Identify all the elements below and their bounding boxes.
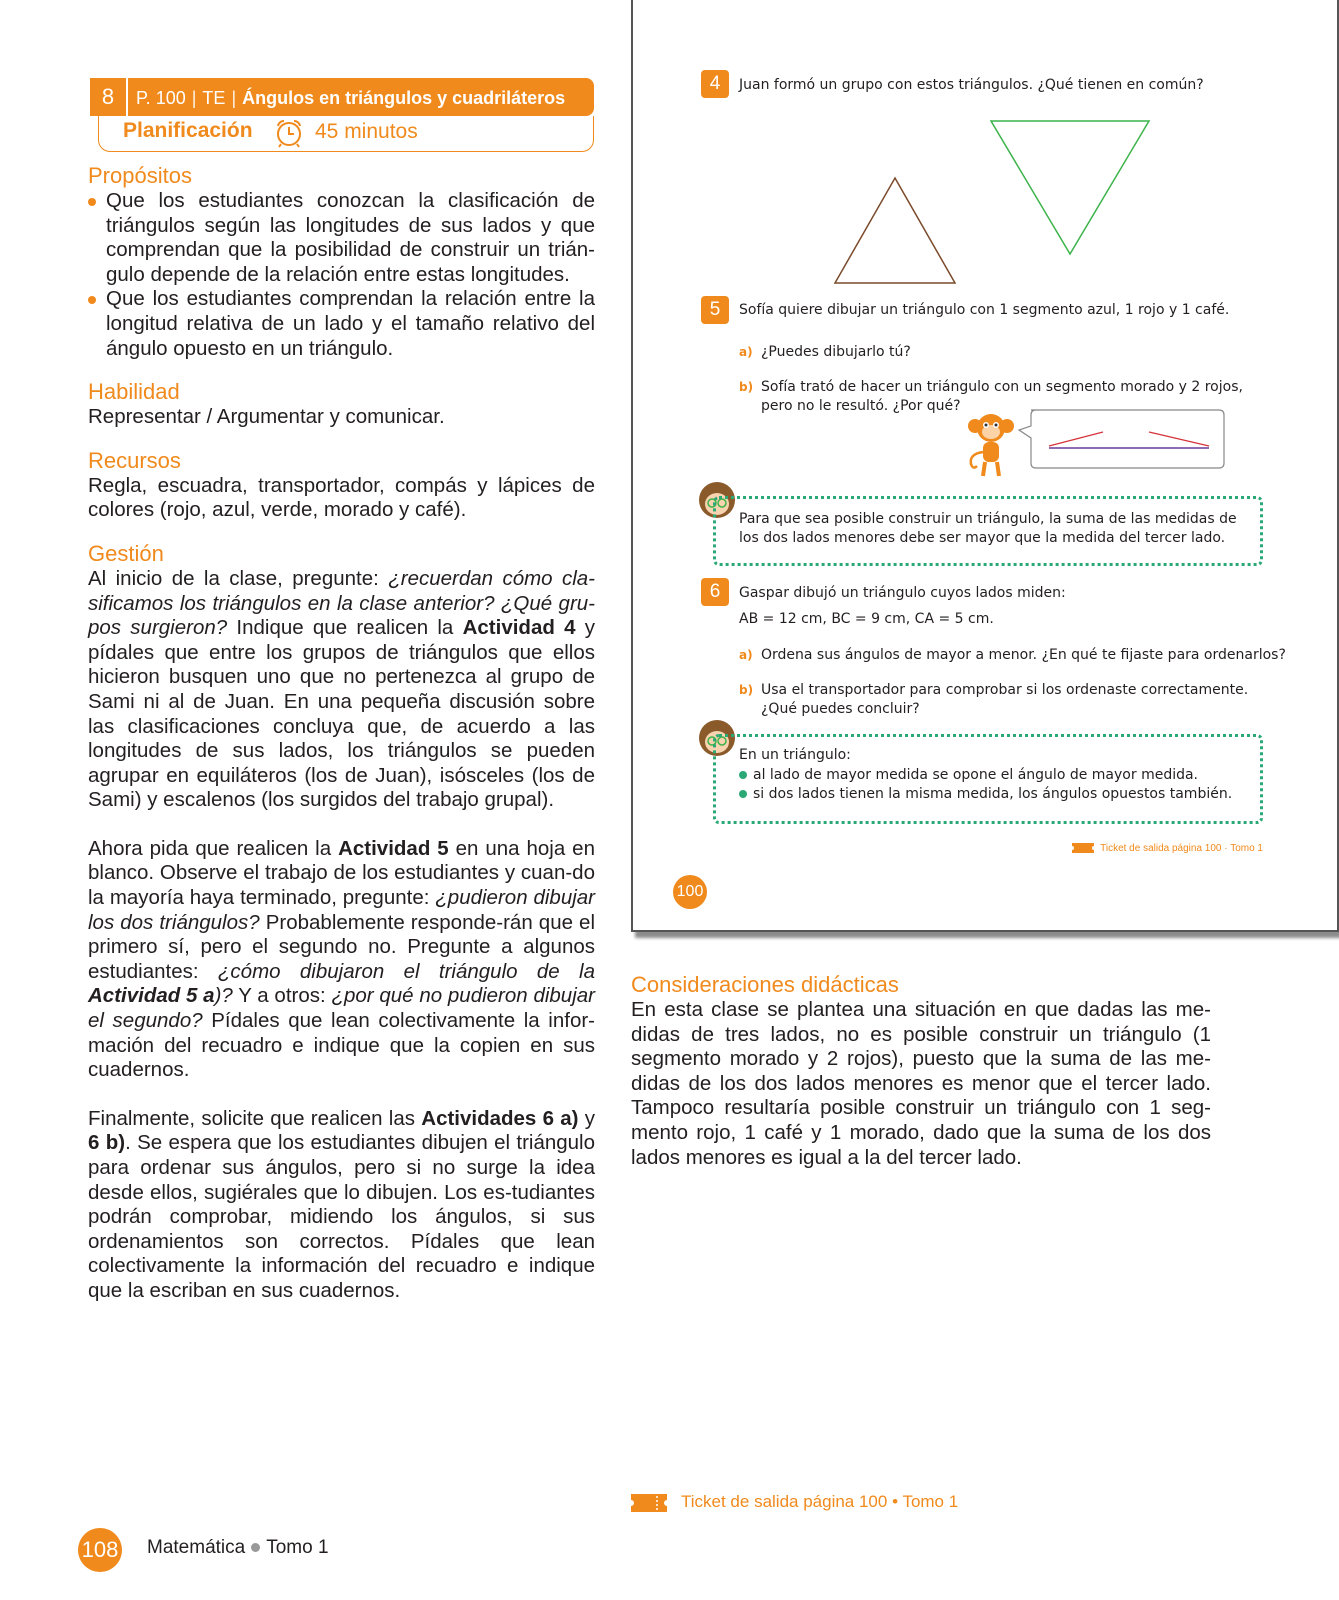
info-box-2-item: si dos lados tienen la misma medida, los ángulos opuestos también.: [739, 785, 1259, 804]
proposito-item: Que los estudiantes comprendan la relación entre la longitud relativa de un lado y el tamaño relativo del ángulo opuesto en un triángulo.: [88, 287, 595, 361]
green-triangle: [991, 121, 1149, 254]
ticket-footer: Ticket de salida página 100 • Tomo 1: [631, 1492, 958, 1512]
page-reference: P. 100: [136, 88, 186, 108]
teacher-guide-column: [88, 163, 595, 1304]
student-page-preview: [631, 0, 1339, 932]
activity-5b: b) Sofía trató de hacer un triángulo con un segmento morado y 2 rojos, pero no le resultó. ¿Por qué?: [739, 379, 1243, 414]
brown-triangle: [835, 178, 955, 283]
activity-6-number: 6: [701, 578, 729, 606]
lesson-number: 8: [90, 78, 128, 116]
consideraciones-text: En esta clase se plantea una situación en que dadas las me-didas de tres lados, no es posible construir un triángulo (1 segmento morado y 2 rojos), puesto que la suma de las me-didas de los dos lados menores es menor que el tercer lado. Tampoco resultaría posible construir un triángulo con 1 seg-mento rojo, 1 café y 1 morado, dado que la suma de los dos lados menores es igual a la del tercer lado.: [631, 998, 1211, 1169]
info-box-2-intro: En un triángulo:: [739, 747, 851, 763]
info-box-2-item: al lado de mayor medida se opone el ángulo de mayor medida.: [739, 766, 1259, 785]
planning-bar: [98, 116, 594, 152]
segments-speech-bubble: [1009, 408, 1229, 470]
activity-4-triangles: [823, 108, 1163, 288]
student-page-number: 100: [673, 875, 707, 909]
activity-4-number: 4: [701, 70, 729, 98]
recursos-text: Regla, escuadra, transportador, compás y lápices de colores (rojo, azul, verde, morado y café).: [88, 473, 595, 522]
activity-6a: a) Ordena sus ángulos de mayor a menor. ¿En qué te fijaste para ordenarlos?: [739, 647, 1286, 663]
te-label: TE: [202, 88, 226, 108]
ticket-icon: [631, 1494, 667, 1512]
lesson-header-text: P. 100 | TE | Ángulos en triángulos y cuadriláteros: [136, 88, 566, 108]
lesson-header-bar: [90, 78, 594, 116]
lesson-header: [90, 78, 594, 152]
activity-5a: a) ¿Puedes dibujarlo tú?: [739, 344, 911, 360]
section-title-recursos: Recursos: [88, 447, 181, 473]
ticket-icon: [1072, 843, 1094, 853]
planning-label: Planificación: [123, 119, 253, 142]
gestion-paragraph-2: Ahora pida que realicen la Actividad 5 en una hoja en blanco. Observe el trabajo de los estudiantes y cuan-do la mayoría haya terminado, pregunte: ¿pudieron dibujar los dos triángulos? Probablemente responde-rán que el primero sí, pero el segundo no. Pregunte a algunos estudiantes: ¿cómo dibujaron el triángulo de la Actividad 5 a)? Y a otros: ¿por qué no pudieron dibujar el segundo? Pídales que lean colectivamente la infor-mación del recuadro e indique que la copien en sus cuadernos.: [88, 836, 595, 1082]
activity-4-text: Juan formó un grupo con estos triángulos. ¿Qué tienen en común?: [739, 77, 1204, 93]
activity-5-number: 5: [701, 296, 729, 324]
clock-icon: [273, 118, 305, 148]
activity-6b: b) Usa el transportador para comprobar si los ordenaste correctamente. ¿Qué puedes concluir?: [739, 682, 1249, 717]
activity-6-text: Gaspar dibujó un triángulo cuyos lados miden:: [739, 585, 1066, 601]
habilidad-text: Representar / Argumentar y comunicar.: [88, 405, 445, 429]
section-title-propositos: Propósitos: [88, 163, 192, 188]
section-title-habilidad: Habilidad: [88, 379, 180, 405]
lesson-topic: Ángulos en triángulos y cuadriláteros: [242, 88, 566, 108]
activity-5-text: Sofía quiere dibujar un triángulo con 1 segmento azul, 1 rojo y 1 café.: [739, 302, 1230, 318]
section-title-consideraciones: Consideraciones didácticas: [631, 972, 899, 997]
gestion-paragraph-3: Finalmente, solicite que realicen las Actividades 6 a) y 6 b). Se espera que los estudiantes dibujen el triángulo para ordenar sus ángulos, pero si no surge la idea desde ellos, sugiérales que lo dibujen. Los es-tudiantes podrán comprobar, midiendo los ángulos, si sus ordenamientos son correctos. Pídales que lean colectivamente la información del recuadro e indique que la escriban en sus cuadernos.: [88, 1106, 596, 1302]
planning-duration: 45 minutos: [315, 120, 418, 143]
info-box-1-text: Para que sea posible construir un triángulo, la suma de las medidas de los dos lados menores debe ser mayor que la medida del tercer lado.: [739, 511, 1237, 546]
proposito-item: Que los estudiantes conozcan la clasificación de triángulos según las longitudes de sus lados y que comprendan que la posibilidad de construir un trián-gulo depende de la relación entre estas longitudes.: [88, 189, 595, 287]
footer-label: Matemática Tomo 1: [147, 1537, 329, 1558]
gestion-paragraph-1: Al inicio de la clase, pregunte: ¿recuerdan cómo cla-sificamos los triángulos en la clase anterior? ¿Qué gru-pos surgieron? Indique que realicen la Actividad 4 y pídales que entre los grupos de triángulos que ellos hicieron busquen uno que no pertenezca al grupo de Sami ni al de Juan. En una pequeña discusión sobre las clasificaciones concluya que, de acuerdo a las longitudes de sus lados, los triángulos se pueden agrupar en equiláteros (los de Juan), isósceles (los de Sami) y escalenos (los surgidos del trabajo grupal).: [88, 566, 596, 812]
activity-6-measures: AB = 12 cm, BC = 9 cm, CA = 5 cm.: [739, 611, 994, 627]
ticket-reference-small: Ticket de salida página 100 · Tomo 1: [1072, 843, 1263, 854]
page-number: 108: [78, 1528, 122, 1572]
section-title-gestion: Gestión: [88, 540, 164, 566]
